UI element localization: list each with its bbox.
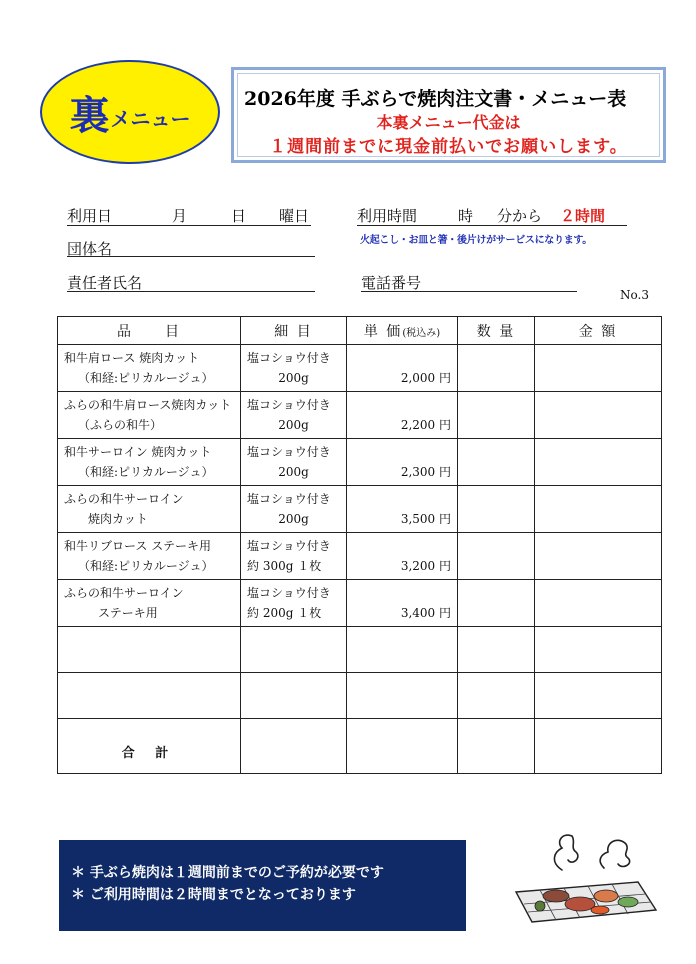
group-field[interactable] [67,256,315,257]
blank-cell[interactable] [58,627,241,673]
detail-cell: 塩コショウ付き 200g [241,392,347,439]
total-amount-cell[interactable] [535,719,662,774]
table-row [58,439,662,486]
price-cell: 2,300 円 [347,439,458,486]
blank-cell[interactable] [458,673,535,719]
qty-cell[interactable] [458,439,535,486]
reservation-notice [59,840,466,931]
form-number: No.3 [620,288,649,302]
month-label: 月 [172,207,188,225]
smoke-left-icon [554,835,577,870]
price-cell: 3,200 円 [347,533,458,580]
col-qty: 数 量 [458,317,535,345]
total-row [58,719,662,774]
time-field[interactable] [357,225,627,226]
prepay-notice-line1: 本裏メニュー代金は [376,113,521,132]
item-cell: 和牛リブロース ステーキ用 （和経:ピリカルージュ） [58,533,241,580]
qty-cell[interactable] [458,392,535,439]
blank-cell[interactable] [58,673,241,719]
page-title: 2026年度 手ぶらで焼肉注文書・メニュー表 [244,88,627,110]
amount-cell[interactable] [535,345,662,392]
blank-row [58,673,662,719]
date-label: 利用日 [67,207,113,225]
time-label: 利用時間 [357,207,418,225]
qty-cell[interactable] [458,580,535,627]
amount-cell[interactable] [535,486,662,533]
price-cell: 3,400 円 [347,580,458,627]
phone-label: 電話番号 [361,274,422,292]
col-detail: 細 目 [241,317,347,345]
item-cell: ふらの和牛サーロイン 焼肉カット [58,486,241,533]
blank-row [58,627,662,673]
item-cell: ふらの和牛サーロイン ステーキ用 [58,580,241,627]
detail-cell: 塩コショウ付き 約 200g １枚 [241,580,347,627]
item-cell: ふらの和牛肩ロース焼肉カット （ふらの和牛） [58,392,241,439]
table-row [58,533,662,580]
table-row [58,486,662,533]
day-label: 日 [231,207,247,225]
blank-cell[interactable] [347,673,458,719]
person-field[interactable] [67,291,315,292]
amount-cell[interactable] [535,533,662,580]
col-item: 品 目 [58,317,241,345]
phone-field[interactable] [361,291,577,292]
total-cell[interactable] [241,719,347,774]
blank-cell[interactable] [458,627,535,673]
detail-cell: 塩コショウ付き 200g [241,486,347,533]
notice-line-1: ＊ 手ぶら焼肉は１週間前までのご予約が必要です [71,865,384,881]
detail-cell: 塩コショウ付き 200g [241,345,347,392]
price-cell: 2,000 円 [347,345,458,392]
table-row [58,580,662,627]
total-qty-cell[interactable] [458,719,535,774]
qty-cell[interactable] [458,345,535,392]
col-price: 単 価(税込み) [347,317,458,345]
detail-cell: 塩コショウ付き 約 300g １枚 [241,533,347,580]
total-cell[interactable] [347,719,458,774]
qty-cell[interactable] [458,486,535,533]
group-label: 団体名 [67,240,113,258]
qty-cell[interactable] [458,533,535,580]
smoke-right-icon [600,840,630,868]
col-amount: 金 額 [535,317,662,345]
item-cell: 和牛肩ロース 焼肉カット （和経:ピリカルージュ） [58,345,241,392]
blank-cell[interactable] [241,673,347,719]
detail-cell: 塩コショウ付き 200g [241,439,347,486]
table-row [58,392,662,439]
grill-grate-icon [516,882,656,922]
blank-cell[interactable] [535,627,662,673]
weekday-label: 曜日 [279,207,310,225]
blank-cell[interactable] [347,627,458,673]
table-row [58,345,662,392]
date-field[interactable] [67,225,311,226]
grill-illustration [510,826,660,926]
price-cell: 2,200 円 [347,392,458,439]
amount-cell[interactable] [535,439,662,486]
badge-kanji: 裏 [69,91,111,139]
blank-cell[interactable] [241,627,347,673]
price-cell: 3,500 円 [347,486,458,533]
amount-cell[interactable] [535,392,662,439]
title-box [231,67,666,163]
from-label: 分から [497,207,543,225]
prepay-notice-line2: １週間前までに現金前払いでお願いします。 [269,137,628,157]
total-label-cell: 合 計 [58,719,241,774]
ura-menu-badge [40,60,220,164]
amount-cell[interactable] [535,580,662,627]
hour-label: 時 [458,207,474,225]
badge-label: メニュー [110,106,191,131]
service-note: 火起こし・お皿と箸・後片けがサービスになります。 [360,235,592,246]
notice-line-2: ＊ ご利用時間は２時間までとなっております [71,887,356,903]
order-table [57,316,662,774]
blank-cell[interactable] [535,673,662,719]
person-label: 責任者氏名 [67,274,143,292]
table-header [58,317,662,345]
item-cell: 和牛サーロイン 焼肉カット （和経:ピリカルージュ） [58,439,241,486]
duration-value: ２時間 [560,207,606,225]
